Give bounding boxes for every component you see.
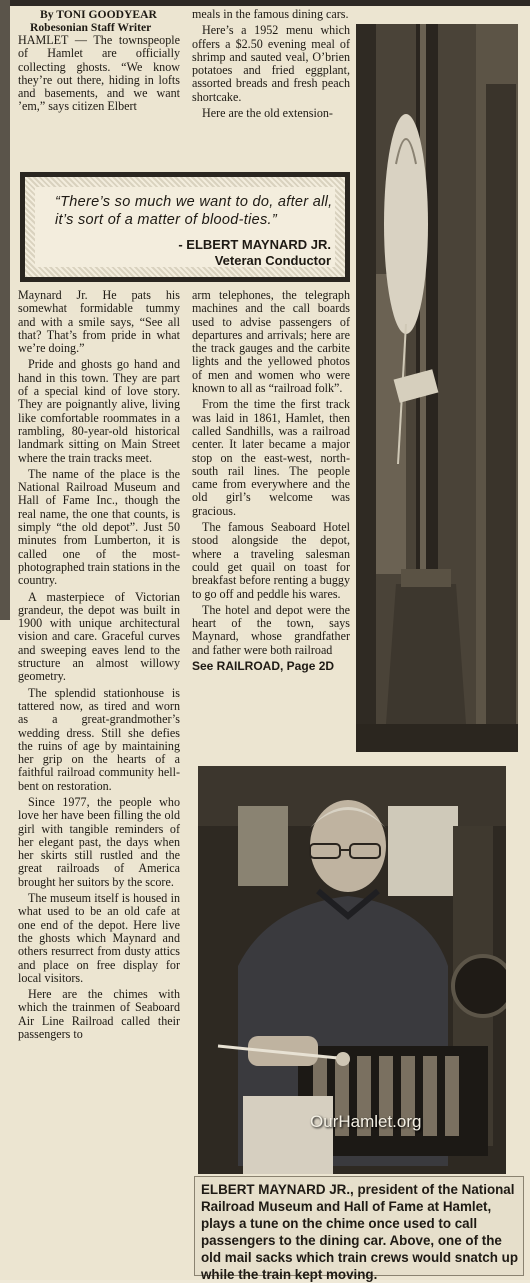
paragraph: The splendid stationhouse is tattered now, as tired and worn as a great-grandmother’s wedding dress. Still she defies the ruins of age by maintaining her grip on the hearts of a faithful railroad community hell-bent on restoration. — [18, 685, 180, 793]
mail-sack-illustration — [356, 24, 518, 752]
pull-quote-title: Veteran Conductor — [214, 253, 331, 268]
column-2-top — [192, 8, 350, 123]
paragraph: The famous Seaboard Hotel stood alongside the depot, where a traveling salesman could get quail on toast for breakfast before renting a buggy to go off and peddle his wares. — [192, 520, 350, 601]
watermark: OurHamlet.org — [310, 1112, 422, 1131]
paragraph: From the time the first track was laid in 1861, Hamlet, then called Sandhills, was a railroad center. It later became a major stop on the east-west, north-south rail lines. The people came from everywhere and the old girl’s welcome was gracious. — [192, 397, 350, 518]
pull-quote-name: - ELBERT MAYNARD JR. — [178, 237, 331, 252]
paragraph: A masterpiece of Victorian grandeur, the depot was built in 1900 with unique architectural vision and care. Graceful curves and sweeping eaves lend to the structure an almost willowy geometry. — [18, 589, 180, 684]
chime-photo — [198, 766, 506, 1174]
paragraph: The museum itself is housed in what used to be an old cafe at one end of the depot. Here live the ghosts which Maynard and others resurrect from dusty attics and place on free display for local visitors. — [18, 891, 180, 985]
paragraph: arm telephones, the telegraph machines and the call boards used to advise passengers of departures and arrivals; here are the track gauges and the carbite lights and the yellowed photos of men and women who were known to all as “railroad folk”. — [192, 288, 350, 396]
pull-quote-attribution — [178, 237, 331, 269]
paragraph: Here’s a 1952 menu which offers a $2.50 evening meal of shrimp and sauted veal, O’brien potatoes and fried eggplant, assorted breads and fresh peach shortcake. — [192, 23, 350, 104]
paragraph: meals in the famous dining cars. — [192, 7, 349, 21]
torn-top-edge — [0, 0, 530, 6]
paragraph: Here are the old extension- — [202, 106, 333, 121]
jump-line: See RAILROAD, Page 2D — [192, 659, 335, 674]
byline-author: By TONI GOODYEAR — [40, 8, 157, 21]
pull-quote-text: “There’s so much we want to do, after all, it’s sort of a matter of blood-ties.” — [55, 194, 333, 228]
paragraph: The name of the place is the National Railroad Museum and Hall of Fame Inc., though the real name, the one that counts, is simply “the old depot”. Just 50 minutes from Lumberton, it is called one of the most-photographed train stations in the country. — [18, 466, 180, 588]
mail-sack-photo — [356, 24, 518, 752]
paragraph: Maynard Jr. He pats his somewhat formidable tummy and with a smile says, “See all that? That’s from pride in what we’re doing.” — [18, 288, 180, 356]
paragraph: Since 1977, the people who love her have been filling the old girl with tangible reminders of her elegant past, the days when her skirts still rustled and the great railroads of America brought her suitors by the score. — [18, 794, 180, 889]
column-1-top — [18, 8, 180, 117]
paragraph: Pride and ghosts go hand and hand in this town. They are part of a special kind of love story. They are poignantly alive, living like comfortable roommates in a rambling, 80-year-old historical landmark sitting on Main Street where the train tracks meet. — [18, 357, 180, 465]
column-1-body — [18, 289, 180, 1044]
paragraph: The hotel and depot were the heart of the town, says Maynard, whose grandfather and father were both railroad — [192, 602, 350, 657]
paragraph: HAMLET — The townspeople of Hamlet are officially collecting ghosts. “We know they’re out there, hiding in lofts and basements, and we want ’em,” says citizen Elbert — [18, 33, 180, 114]
pull-quote-box — [20, 172, 350, 282]
byline — [18, 8, 180, 34]
column-2-body — [192, 289, 350, 673]
paragraph: Here are the chimes with which the trainmen of Seaboard Air Line Railroad called their passengers to — [18, 987, 180, 1042]
byline-outlet: Robesonian Staff Writer — [30, 21, 152, 34]
adjacent-clipping-edge — [0, 0, 10, 620]
photo-caption: ELBERT MAYNARD JR., president of the National Railroad Museum and Hall of Fame at Hamlet, plays a tune on the chime once used to call passengers to the dining car. Above, one of the old mail sacks which train crews would snatch up while the train kept moving. — [194, 1176, 524, 1276]
